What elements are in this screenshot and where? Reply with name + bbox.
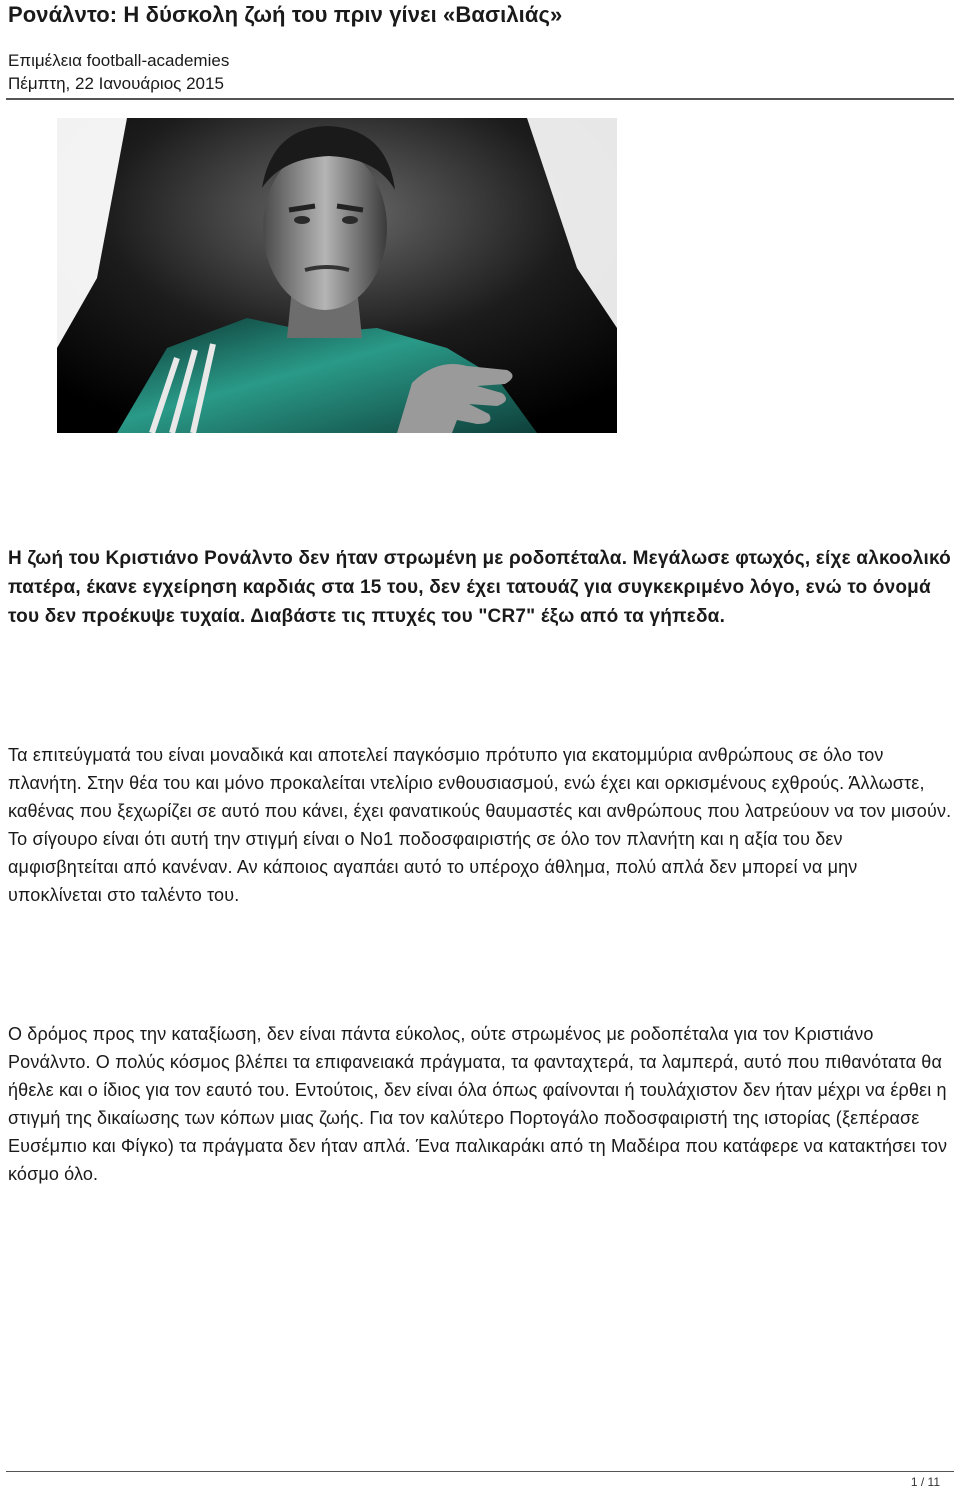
player-portrait-image <box>57 118 617 433</box>
article-date: Πέμπτη, 22 Ιανουάριος 2015 <box>8 74 224 93</box>
article-lead: Η ζωή του Κριστιάνο Ρονάλντο δεν ήταν στρωμένη με ροδοπέταλα. Μεγάλωσε φτωχός, είχε αλκοολικό πατέρα, έκανε εγχείρηση καρδιάς στα 15 του, δεν έχει τατουάζ για συγκεκριμένο λόγο, ενώ το όνομά του δεν προέκυψε τυχαία. Διαβάστε τις πτυχές του "CR7" έξω από τα γήπεδα. <box>8 548 951 627</box>
article-title: Ρονάλντο: Η δύσκολη ζωή του πριν γίνει «Βασιλιάς» <box>8 2 563 27</box>
page-number: 1 / 11 <box>910 1475 940 1489</box>
footer-divider <box>6 1471 954 1472</box>
article-author: Επιμέλεια football-academies <box>8 51 230 70</box>
header-divider <box>6 98 954 100</box>
article-photo <box>57 118 617 433</box>
article-paragraph-2: Ο δρόμος προς την καταξίωση, δεν είναι πάντα εύκολος, ούτε στρωμένος με ροδοπέταλα για τον Κριστιάνο Ρονάλντο. Ο πολύς κόσμος βλέπει τα επιφανειακά πράγματα, τα φανταχτερά, τα λαμπερά, αυτό που πιθανότατα θα ήθελε και ο ίδιος για τον εαυτό του. Εντούτοις, δεν είναι όλα όπως φαίνονται ή τουλάχιστον δεν ήταν μέχρι να έρθει η στιγμή της δικαίωσης των κόπων μιας ζωής. Για τον καλύτερο Πορτογάλο ποδοσφαιριστή της ιστορίας (ξεπέρασε Ευσέμπιο και Φίγκο) τα πράγματα δεν ήταν απλά. Ένα παλικαράκι από τη Μαδέιρα που κατάφερε να κατακτήσει τον κόσμο όλο. <box>8 1024 948 1184</box>
article-paragraph-1: Τα επιτεύγματά του είναι μοναδικά και αποτελεί παγκόσμιο πρότυπο για εκατομμύρια ανθρώπους σε όλο τον πλανήτη. Στην θέα του και μόνο προκαλείται ντελίριο ενθουσιασμού, ενώ έχει και ορκισμένους εχθρούς. Άλλωστε, καθένας που ξεχωρίζει σε αυτό που κάνει, έχει φανατικούς θαυμαστές και ανθρώπους που λατρεύουν να τον μισούν. Το σίγουρο είναι ότι αυτή την στιγμή είναι ο Νο1 ποδοσφαιριστής σε όλο τον πλανήτη και η αξία του δεν αμφισβητείται από κανέναν. Αν κάποιος αγαπάει αυτό το υπέροχο άθλημα, πολύ απλά δεν μπορεί να μην υποκλίνεται στο ταλέντο του. <box>8 745 952 905</box>
